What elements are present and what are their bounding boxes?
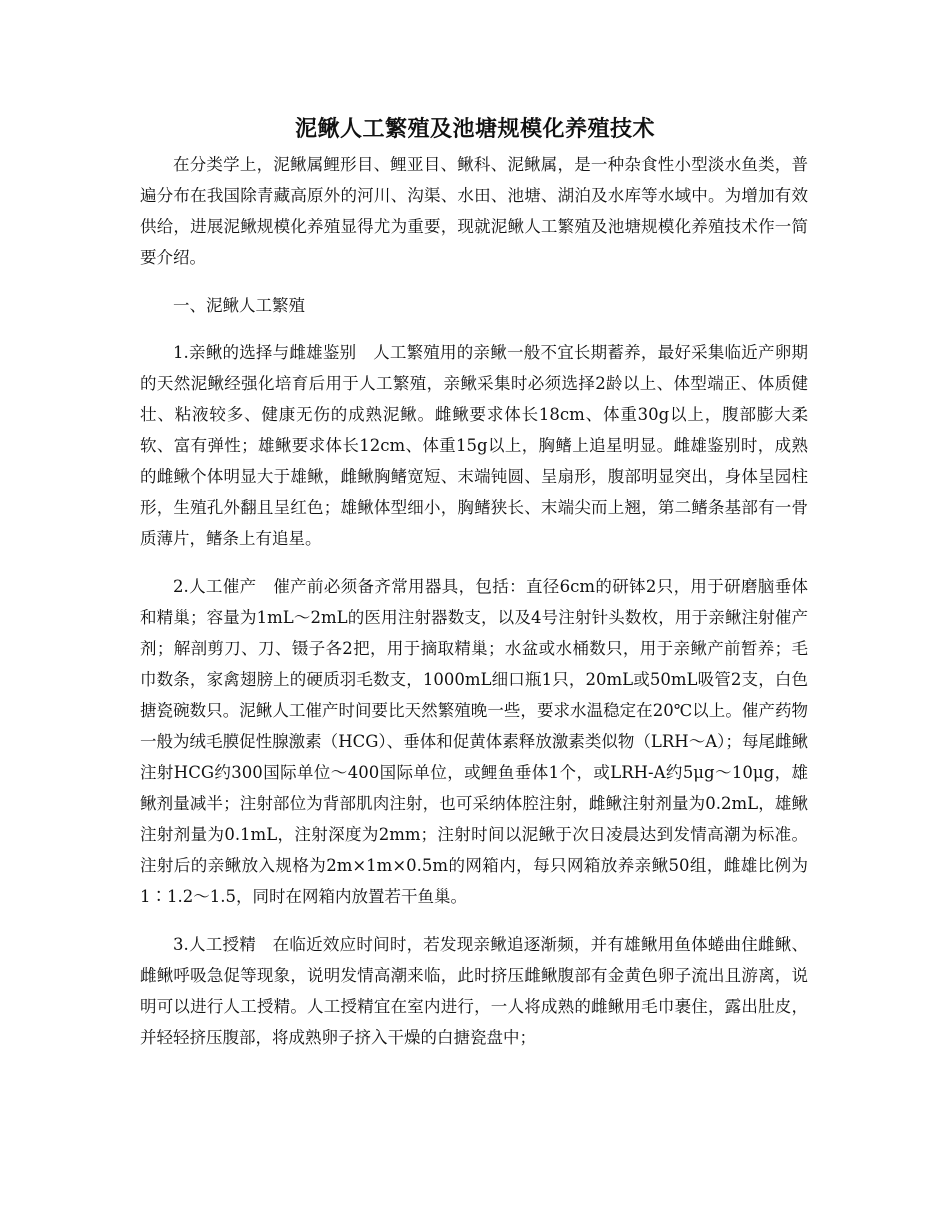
page-title: 泥鳅人工繁殖及池塘规模化养殖技术 xyxy=(294,116,655,142)
paragraph-induced-spawning xyxy=(140,571,808,912)
paragraph-artificial-fertilization xyxy=(140,929,808,1053)
paragraph-text: 在临近效应时间时，若发现亲鳅追逐渐频，并有雄鳅用鱼体蜷曲住雌鳅、雌鳅呼吸急促等现象，说明发情高潮来临，此时挤压雌鳅腹部有金黄色卵子流出且游离，说明可以进行人工授精。人工授精宜在室内进行，一人将成熟的雌鳅用毛巾裹住，露出肚皮，并轻轻挤压腹部，将成熟卵子挤入干燥的白搪瓷盘中； xyxy=(140,935,809,1047)
paragraph-label: 2.人工催产 xyxy=(173,577,257,596)
paragraph-label: 3.人工授精 xyxy=(173,935,256,954)
section-heading: 一、泥鳅人工繁殖 xyxy=(173,296,305,315)
document-body xyxy=(140,149,808,1070)
paragraph-parent-selection xyxy=(140,337,808,554)
intro-paragraph: 在分类学上，泥鳅属鲤形目、鲤亚目、鳅科、泥鳅属，是一种杂食性小型淡水鱼类，普遍分布在我国除青藏高原外的河川、沟渠、水田、池塘、湖泊及水库等水域中。为增加有效供给，进展泥鳅规模化养殖显得尤为重要，现就泥鳅人工繁殖及池塘规模化养殖技术作一简要介绍。 xyxy=(140,155,808,267)
paragraph-label: 1.亲鳅的选择与雌雄鉴别 xyxy=(173,343,357,362)
paragraph-text: 催产前必须备齐常用器具，包括：直径6cm的研钵2只，用于研磨脑垂体和精巢；容量为1mL～2mL的医用注射器数支，以及4号注射针头数枚，用于亲鳅注射催产剂；解剖剪刀、刀、镊子各2把，用于摘取精巢；水盆或水桶数只，用于亲鳅产前暂养；毛巾数条，家禽翅膀上的硬质羽毛数支，1000mL细口瓶1只，20mL或50mL吸管2支，白色搪瓷碗数只。泥鳅人工催产时间要比天然繁殖晚一些，要求水温稳定在20℃以上。催产药物一般为绒毛膜促性腺激素（HCG）、垂体和促黄体素释放激素类似物（LRH～A）；每尾雌鳅注射HCG约300国际单位～400国际单位，或鲤鱼垂体1个，或LRH-A约5μg～10μg，雄鳅剂量减半；注射部位为背部肌肉注射，也可采纳体腔注射，雌鳅注射剂量为0.2mL，雄鳅注射剂量为0.1mL，注射深度为2mm；注射时间以泥鳅于次日凌晨达到发情高潮为标准。注射后的亲鳅放入规格为2m×1m×0.5m的网箱内，每只网箱放养亲鳅50组，雌雄比例为1∶1.2～1.5，同时在网箱内放置若干鱼巢。 xyxy=(140,577,808,906)
paragraph-text: 人工繁殖用的亲鳅一般不宜长期蓄养，最好采集临近产卵期的天然泥鳅经强化培育后用于人工繁殖，亲鳅采集时必须选择2龄以上、体型端正、体质健壮、粘液较多、健康无伤的成熟泥鳅。雌鳅要求体长18cm、体重30g以上，腹部膨大柔软、富有弹性；雄鳅要求体长12cm、体重15g以上，胸鳍上追星明显。雌雄鉴别时，成熟的雌鳅个体明显大于雄鳅，雌鳅胸鳍宽短、末端钝圆、呈扇形，腹部明显突出，身体呈园柱形，生殖孔外翻且呈红色；雄鳅体型细小，胸鳍狭长、末端尖而上翘，第二鳍条基部有一骨质薄片，鳍条上有追星。 xyxy=(140,343,809,548)
